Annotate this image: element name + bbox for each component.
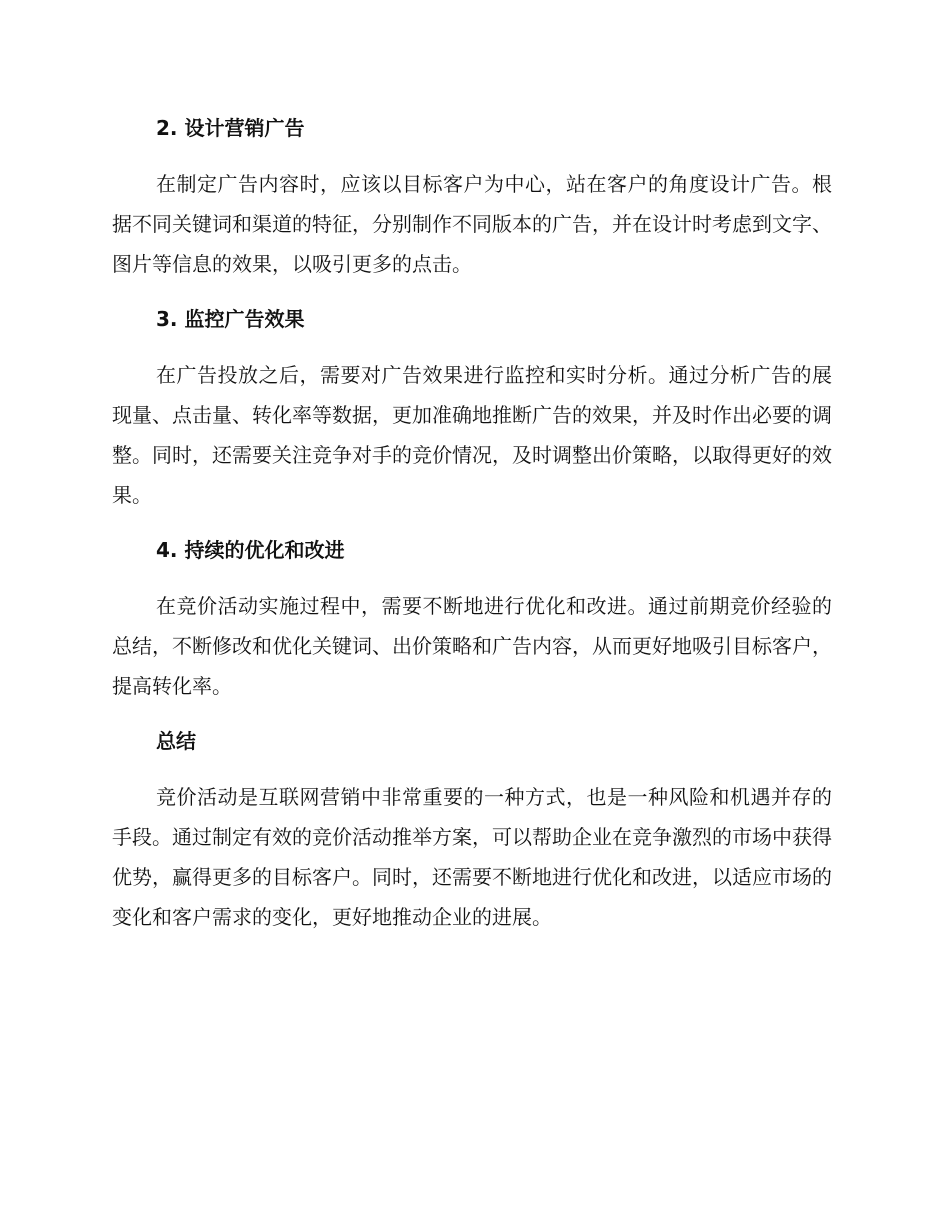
- document-body: [112, 108, 832, 937]
- section-paragraph-summary: 竞价活动是互联网营销中非常重要的一种方式，也是一种风险和机遇并存的手段。通过制定有效的竞价活动推举方案，可以帮助企业在竞争激烈的市场中获得优势，赢得更多的目标客户。同时，还需要不断地进行优化和改进，以适应市场的变化和客户需求的变化，更好地推动企业的进展。: [112, 785, 832, 929]
- section-heading-optimize: 4. 持续的优化和改进: [156, 538, 345, 562]
- section-paragraph-design-ads: 在制定广告内容时，应该以目标客户为中心，站在客户的角度设计广告。根据不同关键词和渠道的特征，分别制作不同版本的广告，并在设计时考虑到文字、图片等信息的效果，以吸引更多的点击。: [112, 172, 832, 276]
- section-heading-summary: 总结: [156, 729, 196, 753]
- section-heading-monitor-ads: 3. 监控广告效果: [156, 307, 305, 331]
- section-paragraph-monitor-ads: 在广告投放之后，需要对广告效果进行监控和实时分析。通过分析广告的展现量、点击量、转化率等数据，更加准确地推断广告的效果，并及时作出必要的调整。同时，还需要关注竞争对手的竞价情况，及时调整出价策略，以取得更好的效果。: [112, 363, 832, 507]
- section-heading-design-ads: 2. 设计营销广告: [156, 116, 305, 140]
- section-paragraph-optimize: 在竞价活动实施过程中，需要不断地进行优化和改进。通过前期竞价经验的总结，不断修改和优化关键词、出价策略和广告内容，从而更好地吸引目标客户，提高转化率。: [112, 594, 832, 698]
